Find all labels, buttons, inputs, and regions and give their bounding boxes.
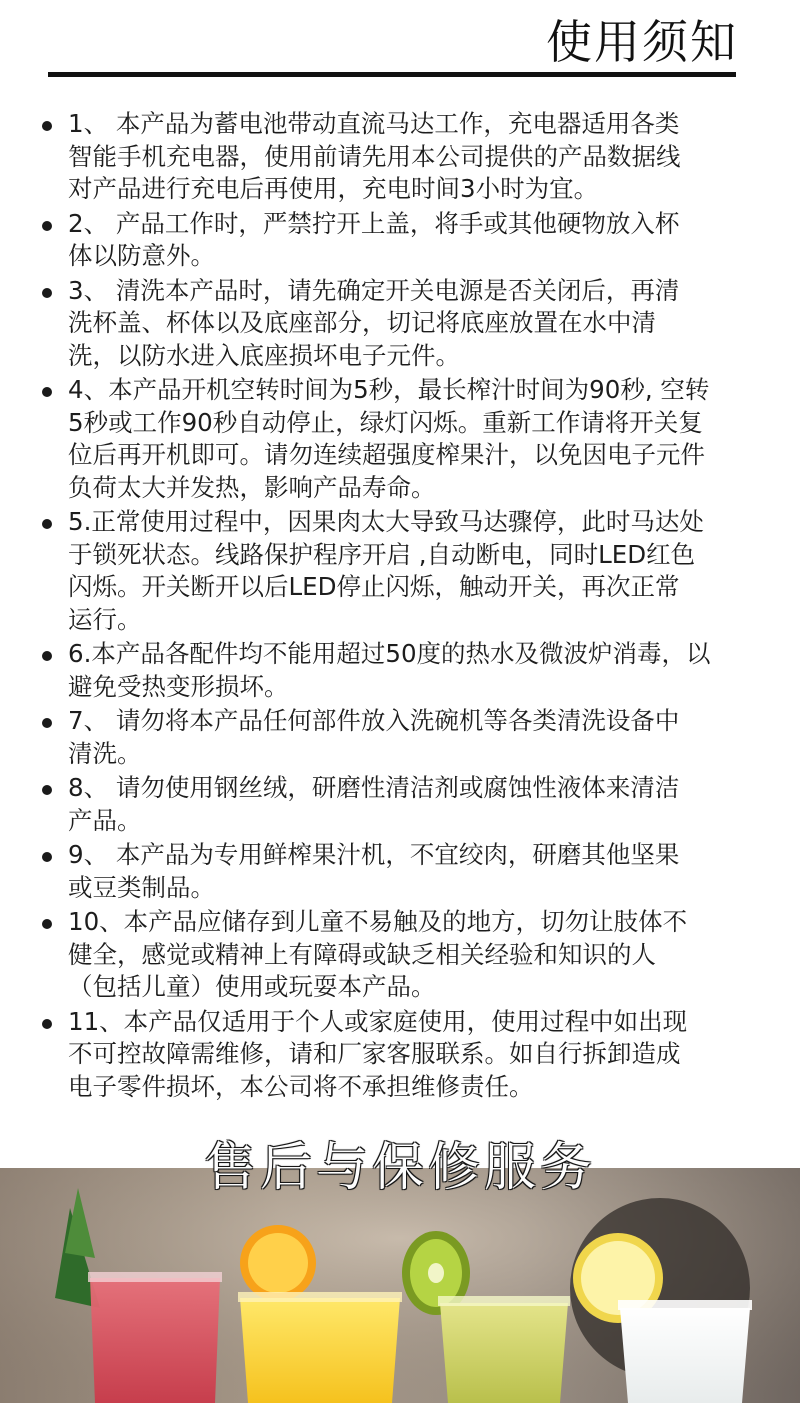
note-item-6 (40, 638, 760, 703)
page-title: 使用须知 (546, 15, 738, 69)
after-sales-title: 售后与保修服务 (203, 1138, 596, 1198)
note-item-11 (40, 1006, 760, 1104)
bullet-icon (42, 387, 52, 397)
note-line: 闪烁。开关断开以后LED停止闪烁，触动开关，再次正常 (68, 572, 680, 601)
note-line: 健全，感觉或精神上有障碍或缺乏相关经验和知识的人 (68, 939, 656, 969)
note-line: 对产品进行充电后再使用，充电时间3小时为宜。 (68, 174, 599, 203)
note-line: 5.正常使用过程中，因果肉太大导致马达骤停，此时马达处 (68, 507, 704, 536)
note-line: 产品。 (68, 805, 142, 835)
note-line: 洗杯盖、杯体以及底座部分，切记将底座放置在水中清 (68, 308, 656, 337)
note-line: 1、 本产品为蓄电池带动直流马达工作，充电器适用各类 (68, 109, 680, 138)
note-item-3 (40, 275, 760, 373)
note-line: （包括儿童）使用或玩耍本产品。 (68, 972, 436, 1001)
note-line: 负荷太大并发热，影响产品寿命。 (68, 472, 436, 502)
note-line: 6.本产品各配件均不能用超过50度的热水及微波炉消毒，以 (68, 639, 711, 668)
note-line: 3、 清洗本产品时，请先确定开关电源是否关闭后，再清 (68, 275, 680, 305)
note-line: 洗，以防水进入底座损坏电子元件。 (68, 340, 460, 370)
note-line: 5秒或工作90秒自动停止，绿灯闪烁。重新工作请将开关复 (68, 407, 703, 437)
note-line: 位后再开机即可。请勿连续超强度榨果汁，以免因电子元件 (68, 440, 705, 469)
note-line: 于锁死状态。线路保护程序开启 ,自动断电，同时LED红色 (68, 539, 696, 569)
bullet-icon (42, 852, 52, 862)
note-item-2 (40, 208, 760, 273)
note-line: 不可控故障需维修，请和厂家客服联系。如自行拆卸造成 (68, 1039, 681, 1068)
note-line: 体以防意外。 (68, 241, 215, 270)
usage-notes-list (40, 108, 760, 1105)
note-item-7 (40, 705, 760, 770)
bullet-icon (42, 785, 52, 795)
bullet-icon (42, 288, 52, 298)
note-line: 7、 请勿将本产品任何部件放入洗碗机等各类清洗设备中 (68, 706, 680, 735)
bullet-icon (42, 718, 52, 728)
note-line: 避免受热变形损坏。 (68, 671, 289, 701)
note-line: 2、 产品工作时，严禁拧开上盖，将手或其他硬物放入杯 (68, 208, 680, 238)
note-item-5 (40, 506, 760, 636)
bullet-icon (42, 519, 52, 529)
note-line: 智能手机充电器，使用前请先用本公司提供的产品数据线 (68, 141, 681, 171)
bullet-icon (42, 1019, 52, 1029)
note-line: 9、 本产品为专用鲜榨果汁机，不宜绞肉，研磨其他坚果 (68, 840, 680, 869)
juice-glasses-photo (0, 1168, 800, 1403)
note-item-9 (40, 839, 760, 904)
title-divider (48, 72, 736, 77)
note-line: 运行。 (68, 604, 142, 634)
juice-glasses-illustration (0, 1168, 800, 1403)
note-item-1 (40, 108, 760, 206)
note-line: 11、本产品仅适用于个人或家庭使用，使用过程中如出现 (68, 1006, 688, 1036)
note-item-10 (40, 906, 760, 1004)
bullet-icon (42, 121, 52, 131)
note-item-4 (40, 374, 760, 504)
bullet-icon (42, 919, 52, 929)
note-item-8 (40, 772, 760, 837)
note-line: 电子零件损坏，本公司将不承担维修责任。 (68, 1071, 534, 1101)
note-line: 或豆类制品。 (68, 872, 215, 902)
bullet-icon (42, 651, 52, 661)
note-line: 8、 请勿使用钢丝绒，研磨性清洁剂或腐蚀性液体来清洁 (68, 773, 680, 802)
note-line: 清洗。 (68, 738, 142, 768)
note-line: 4、本产品开机空转时间为5秒，最长榨汁时间为90秒, 空转 (68, 375, 710, 404)
bullet-icon (42, 221, 52, 231)
note-line: 10、本产品应储存到儿童不易触及的地方，切勿让肢体不 (68, 907, 688, 936)
